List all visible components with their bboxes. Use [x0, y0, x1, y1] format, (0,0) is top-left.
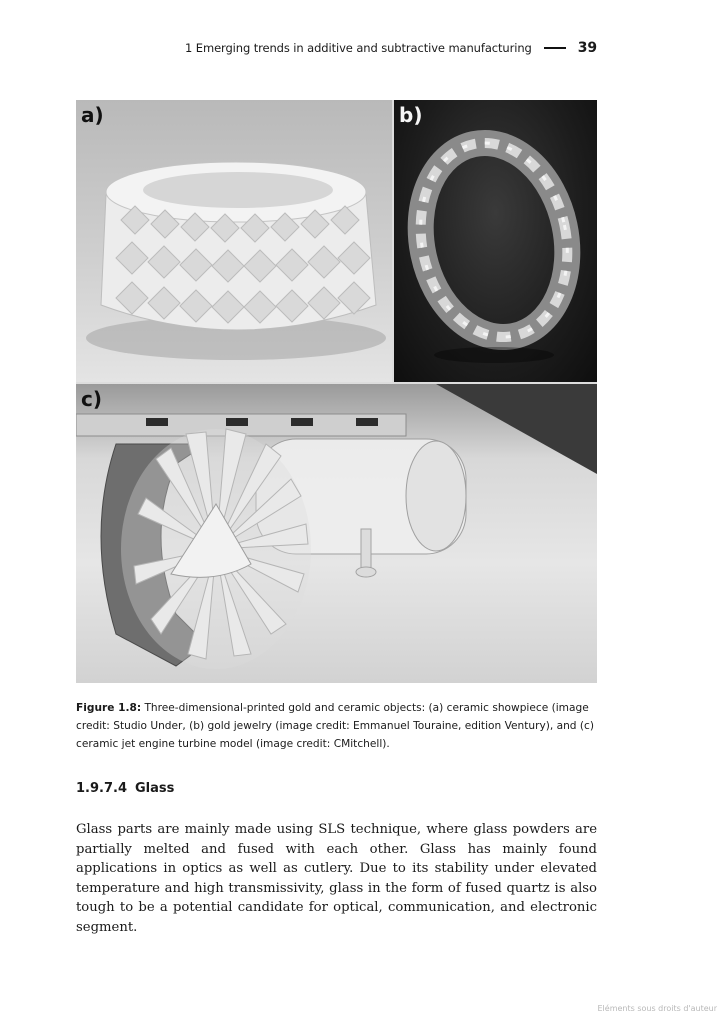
caption-label: Figure 1.8:	[76, 702, 142, 714]
section-number: 1.9.7.4	[76, 781, 127, 796]
jet-engine-image	[76, 384, 597, 683]
chapter-title: 1 Emerging trends in additive and subtractive manufacturing	[185, 41, 532, 55]
section-heading	[76, 781, 174, 796]
watermark: Eléments sous droits d'auteur	[597, 1004, 717, 1013]
figure-caption	[76, 699, 597, 753]
caption-text: Three-dimensional-printed gold and ceramic objects: (a) ceramic showpiece (image credit: Studio Under, (b) gold jewelry (image credit: Emmanuel Touraine, edition Ventury), and (c) ceramic jet engine turbine model (image credit: CMitchell).	[76, 702, 594, 750]
panel-a-ceramic-showpiece	[76, 100, 392, 382]
gold-ring-image	[394, 100, 597, 382]
body-paragraph: Glass parts are mainly made using SLS technique, where glass powders are partially melted and fused with each other. Glass has mainly found applications in optics as well as cutlery. Due to its stability under elevated temperature and high transmissivity, glass in the form of fused quartz is also tough to be a potential candidate for optical, communication, and electronic segment.	[76, 822, 597, 935]
panel-label-b: b)	[399, 103, 423, 127]
header-dash	[544, 47, 566, 49]
panel-c-jet-engine-model	[76, 384, 597, 683]
running-head	[76, 40, 597, 56]
panel-label-c: c)	[81, 387, 102, 411]
figure-1-8	[76, 100, 597, 683]
ceramic-showpiece-image	[76, 100, 392, 382]
page-number: 39	[577, 40, 597, 56]
panel-b-gold-jewelry	[394, 100, 597, 382]
panel-label-a: a)	[81, 103, 104, 127]
section-title: Glass	[135, 781, 175, 796]
